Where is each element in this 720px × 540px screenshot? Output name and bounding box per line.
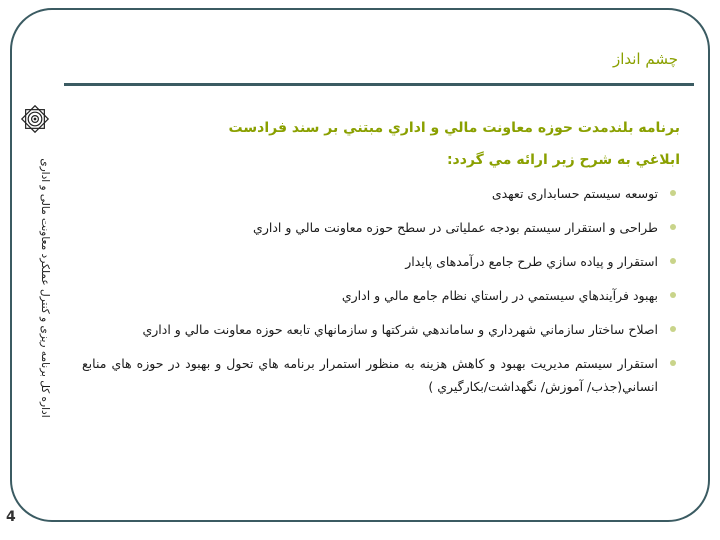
page-number: 4 [6, 509, 16, 525]
slide-subheading: ابلاغي به شرح زير ارائه مي گردد: [446, 152, 680, 168]
emblem-icon [18, 102, 52, 136]
bullet-list [82, 182, 680, 398]
list-item: استقرار و پياده سازي طرح جامع درآمدهای پايدار [82, 250, 680, 273]
list-item: اصلاح ساختار سازماني شهرداري و ساماندهي شركتها و سازمانهاي تابعه حوزه معاونت مالي و اداري [82, 318, 680, 341]
list-item: استقرار سیستم مديريت بهبود و كاهش هزينه به منظور استمرار برنامه هاي تحول و بهبود در حوزه هاي منابع انساني(جذب/ آموزش/ نگهداشت/بكارگيري ) [82, 352, 680, 398]
list-item: طراحی و استقرار سیستم بودجه عملیاتی در سطح حوزه معاونت مالي و اداري [82, 216, 680, 239]
slide-content [82, 120, 680, 409]
list-item: توسعه سیستم حسابداری تعهدی [82, 182, 680, 205]
list-item: بهبود فرآيندهاي سيستمي در راستاي نظام جامع مالي و اداري [82, 284, 680, 307]
slide-title: چشم انداز [612, 50, 678, 68]
slide-heading: برنامه بلندمدت حوزه معاونت مالي و اداري مبتني بر سند فرادست [228, 120, 680, 136]
title-divider [64, 83, 694, 86]
sidebar-text: اداره کل برنامه ریزی و کنترل عملکرد معاونت مالی و اداری [39, 158, 51, 418]
